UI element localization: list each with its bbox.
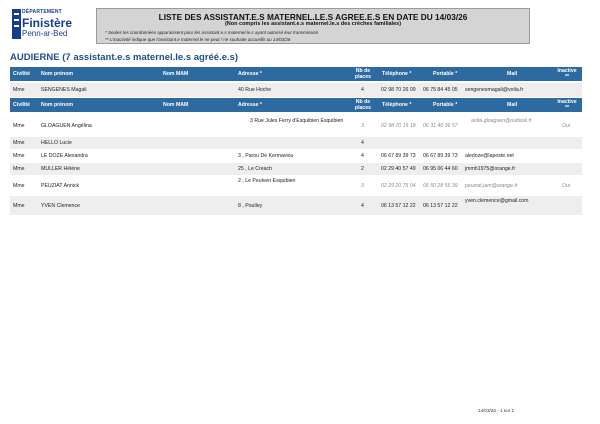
document-subtitle: (Non compris les assistant.e.s maternel.le.s des crèches familiales) [224,21,402,27]
table-row: Mme PEUZIAT Annick 2 , Le Peulven Esquibien 3 02 29 20 75 04 06 50 28 56 39 peuziat.jam@orange.fr Oui [13,178,571,189]
col-portable: Portable * [433,71,458,77]
title-box [96,8,530,44]
note-2: ** L'inactivité indique que l'assistant.e maternel.le ne peut / ne souhaite accueillir au 14/03/26 [105,37,291,42]
table-row: Mme MULLER Hélène 25 , Le Creach 2 02 29 40 57 49 06 95 06 44 60 jmmh1975@orange.fr [10,163,582,175]
department-emblem-icon [12,9,21,39]
table-header [10,67,582,81]
document-title: LISTE DES ASSISTANT.E.S MATERNEL.LE.S AGREE.E.S EN DATE DU 14/03/26 [158,12,468,22]
col-adresse: Adresse * [238,71,262,77]
col-tel: Téléphone * [382,71,412,77]
page-footer: 14/03/26 - 1 sur 1 [478,408,515,413]
table-row: Mme SENGENES Magali 40 Rue Hoche 4 02 98 70 26 09 06 75 84 45 05 sengenesmagali@voila.fr [10,83,582,97]
col-places: Nb de places [354,68,372,80]
table-header-repeat: Civilité Nom prénom Nom MAM Adresse * Nb de places Téléphone * Portable * Mail Inactive ** [10,98,582,112]
logo-dept: DÉPARTEMENT [22,9,62,15]
logo-name: Finistère [22,16,73,30]
col-civilite: Civilité [13,71,31,77]
table-row: Mme GLOAGUEN Angélina 3 Rue Jules Ferry d'Esquibien Esquibien 3 02 98 70 15 18 06 31 40 36 57 anita.gloaguen@outlook.fr Oui [13,118,571,129]
logo-sub: Penn-ar-Bed [22,29,68,38]
table-row: Mme HELLO Lucie 4 [10,137,582,149]
col-inactive: Inactive ** [557,68,577,80]
table-row: Mme YVEN Clemence 8 , Poulley 4 06 13 57 12 22 06 13 57 12 22 yven.clemence@gmail.com [10,196,582,215]
col-mail: Mail [507,71,518,77]
note-1: * Seules les coordonnées apparaissent pour les assistant.e.s maternel.le.s ayant autorisé leur transmission [105,30,319,35]
section-title: AUDIERNE (7 assistant.e.s maternel.le.s agréé.e.s) [10,52,239,63]
col-mam: Nom MAM [163,71,189,77]
col-nom: Nom prénom [41,71,73,77]
table-row: Mme LE DOZE Alexandra 3 , Parou De Kermaviou 4 06 67 89 39 73 06 67 89 39 73 aledoze@laposte.net [13,153,514,159]
finistere-logo [12,8,86,44]
